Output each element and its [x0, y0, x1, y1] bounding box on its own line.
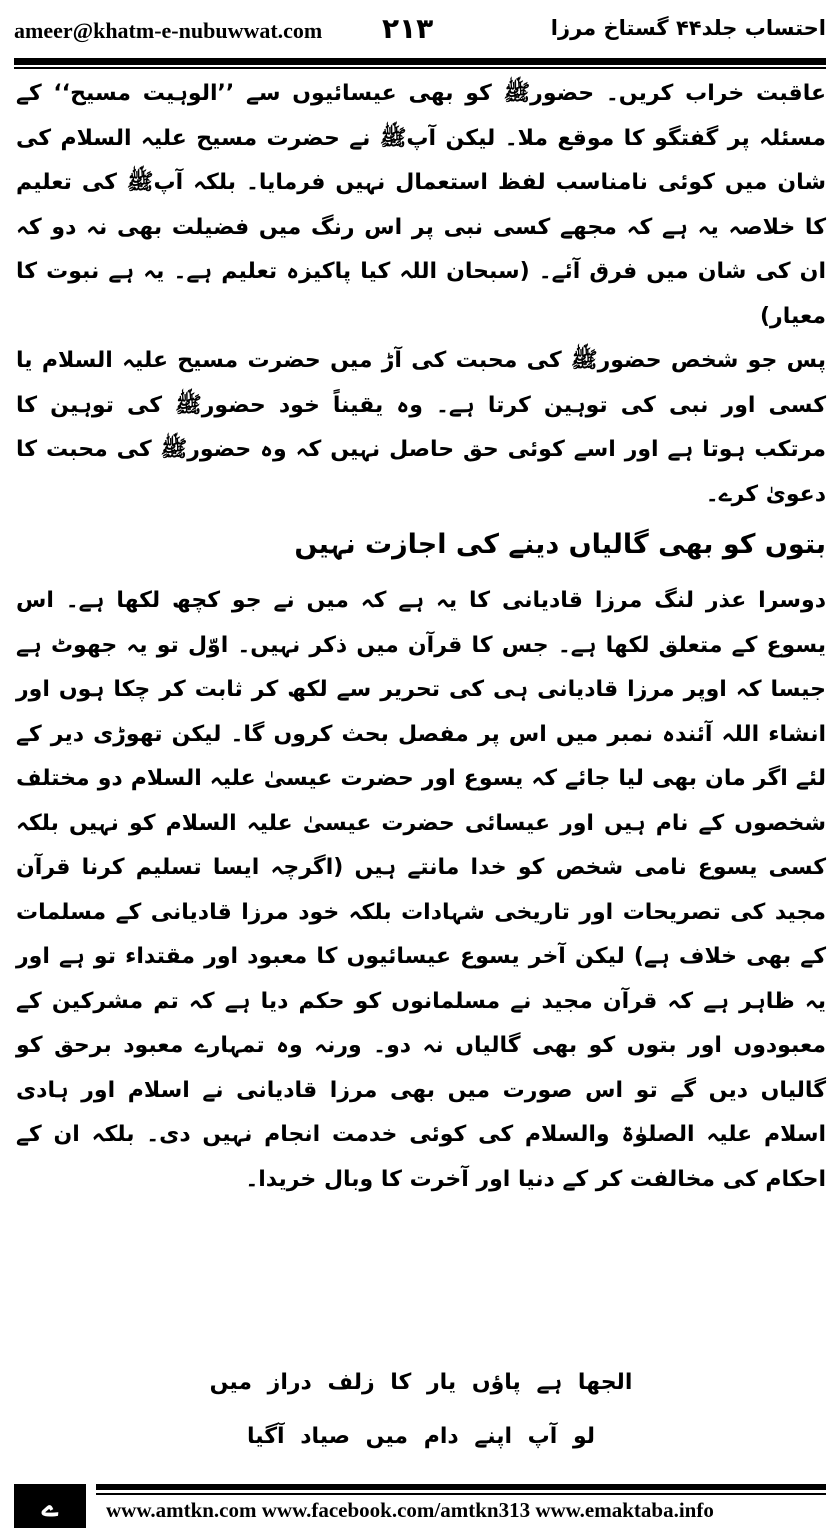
footer-box: ے	[14, 1484, 86, 1528]
header-email: ameer@khatm-e-nubuwwat.com	[14, 18, 323, 43]
page-footer	[14, 1484, 826, 1528]
verse-line-1: الجھا ہے پاؤں یار کا زلف دراز میں	[209, 1370, 633, 1395]
header-rule-thin	[14, 67, 826, 69]
page-header	[14, 12, 826, 58]
paragraph-1: عاقبت خراب کریں۔ حضورﷺ کو بھی عیسائیوں سے ’’الوہیت مسیح‘‘ کے مسئلہ پر گفتگو کا موقع ملا۔ لیکن آپﷺ نے حضرت مسیح علیہ السلام کی شان میں کوئی نامناسب لفظ استعمال نہیں فرمایا۔ بلکہ آپﷺ کی تعلیم کا خلاصہ یہ ہے کہ مجھے کسی نبی پر اس رنگ میں فضیلت بھی نہ دو کہ ان کی شان میں فرق آئے۔ (سبحان اللہ کیا پاکیزہ تعلیم ہے۔ یہ ہے نبوت کا معیار)	[16, 81, 826, 329]
paragraph-2: پس جو شخص حضورﷺ کی محبت کی آڑ میں حضرت مسیح علیہ السلام یا کسی اور نبی کی توہین کرتا ہے۔ وہ یقیناً خود حضورﷺ کی توہین کا مرتکب ہوتا ہے اور اسے کوئی حق حاصل نہیں کہ وہ حضورﷺ کی محبت کا دعویٰ کرے۔	[16, 348, 826, 507]
verse-line-2: لو آپ اپنے دام میں صیاد آگیا	[246, 1424, 596, 1449]
paragraph-3: دوسرا عذر لنگ مرزا قادیانی کا یہ ہے کہ میں نے جو کچھ لکھا ہے۔ اس یسوع کے متعلق لکھا ہے۔ جس کا قرآن میں ذکر نہیں۔ اوّل تو یہ جھوٹ ہے جیسا کہ اوپر مرزا قادیانی ہی کی تحریر سے لکھ کر ثابت کر چکا ہوں اور انشاء اللہ آئندہ نمبر میں اس پر مفصل بحث کروں گا۔ لیکن تھوڑی دیر کے لئے اگر مان بھی لیا جائے کہ یسوع اور حضرت عیسیٰ علیہ السلام دو مختلف شخصوں کے نام ہیں اور عیسائی حضرت عیسیٰ علیہ السلام کو نہیں بلکہ کسی یسوع نامی شخص کو خدا مانتے ہیں (اگرچہ ایسا تسلیم کرنا قرآن مجید کی تصریحات اور تاریخی شہادات بلکہ خود مرزا قادیانی کے مسلمات کے بھی خلاف ہے) لیکن آخر یسوع عیسائیوں کا معبود اور مقتداء تو ہے اور یہ ظاہر ہے کہ قرآن مجید نے مسلمانوں کو حکم دیا ہے کہ تم مشرکین کے معبودوں اور بتوں کو بھی گالیاں نہ دو۔ ورنہ وہ تمہارے معبود برحق کو گالیاں دیں گے تو اس صورت میں بھی مرزا قادیانی نے اسلام اور ہادی اسلام علیہ الصلوٰۃ والسلام کی کوئی خدمت انجام نہیں دی۔ بلکہ ان کے احکام کی مخالفت کر کے دنیا اور آخرت کا وبال خریدا۔	[16, 588, 826, 1192]
page-body	[16, 72, 826, 1202]
header-rule-thick	[14, 58, 826, 65]
footer-links: www.amtkn.com www.facebook.com/amtkn313 www.emaktaba.info	[106, 1498, 714, 1522]
header-title: احتساب جلد۴۴ گستاخ مرزا	[550, 16, 826, 40]
footer-rule-thin	[96, 1493, 826, 1495]
footer-rule-thick	[96, 1484, 826, 1490]
section-heading: بتوں کو بھی گالیاں دینے کی اجازت نہیں	[294, 529, 826, 560]
page-number: ۲۱۳	[382, 12, 434, 45]
